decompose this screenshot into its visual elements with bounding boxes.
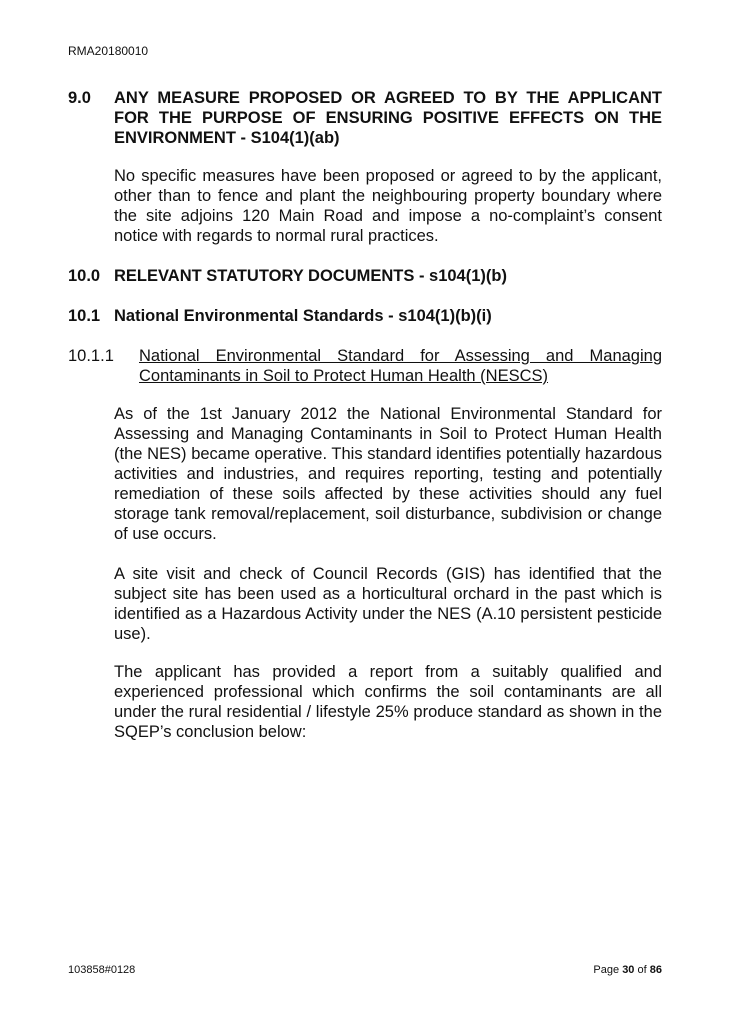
section-10-1-1-heading (68, 346, 662, 386)
nes-paragraph-1: As of the 1st January 2012 the National Environmental Standard for Assessing and Managing Contaminants in Soil to Protect Human Health (the NES) became operative. This standard identifies potentially hazardous activities and industries, and requires reporting, testing and potentially remediation of these soils affected by these activities should any fuel storage tank removal/replacement, soil disturbance, subdivision or change of use occurs. (114, 405, 662, 543)
page-current: 30 (622, 964, 635, 976)
section-9-title: ANY MEASURE PROPOSED OR AGREED TO BY THE APPLICANT FOR THE PURPOSE OF ENSURING POSITIVE EFFECTS ON THE ENVIRONMENT - S104(1)(ab) (114, 89, 662, 147)
section-10-1-number: 10.1 (68, 307, 101, 325)
section-10-1-title: National Environmental Standards - s104(1)(b)(i) (114, 307, 492, 325)
page-label: Page (593, 964, 620, 976)
section-10-1-1-number: 10.1.1 (68, 347, 114, 365)
section-10-title: RELEVANT STATUTORY DOCUMENTS - s104(1)(b) (114, 267, 507, 285)
section-10-heading (68, 266, 662, 286)
footer-doc-id: 103858#0128 (68, 964, 136, 976)
nes-paragraph-2: A site visit and check of Council Records (GIS) has identified that the subject site has been used as a horticultural orchard in the past which is identified as a Hazardous Activity under the NES (A.10 persistent pesticide use). (114, 565, 662, 643)
section-9-number: 9.0 (68, 89, 91, 107)
section-10-1-heading (68, 306, 662, 326)
section-9-body: No specific measures have been proposed or agreed to by the applicant, other than to fence and plant the neighbouring property boundary where the site adjoins 120 Main Road and impose a no-complaint’s consent notice with regards to normal rural practices. (114, 167, 662, 245)
section-10-1-1-title: National Environmental Standard for Assessing and Managing Contaminants in Soil to Protect Human Health (NESCS) (139, 347, 662, 385)
document-reference: RMA20180010 (68, 44, 149, 58)
nes-paragraph-3: The applicant has provided a report from a suitably qualified and experienced professional which confirms the soil contaminants are all under the rural residential / lifestyle 25% produce standard as shown in the SQEP’s conclusion below: (114, 663, 662, 741)
page-number (593, 964, 662, 976)
section-10-number: 10.0 (68, 267, 101, 285)
page-of-label: of (637, 964, 647, 976)
section-9-heading (68, 88, 662, 148)
page-total: 86 (649, 964, 662, 976)
